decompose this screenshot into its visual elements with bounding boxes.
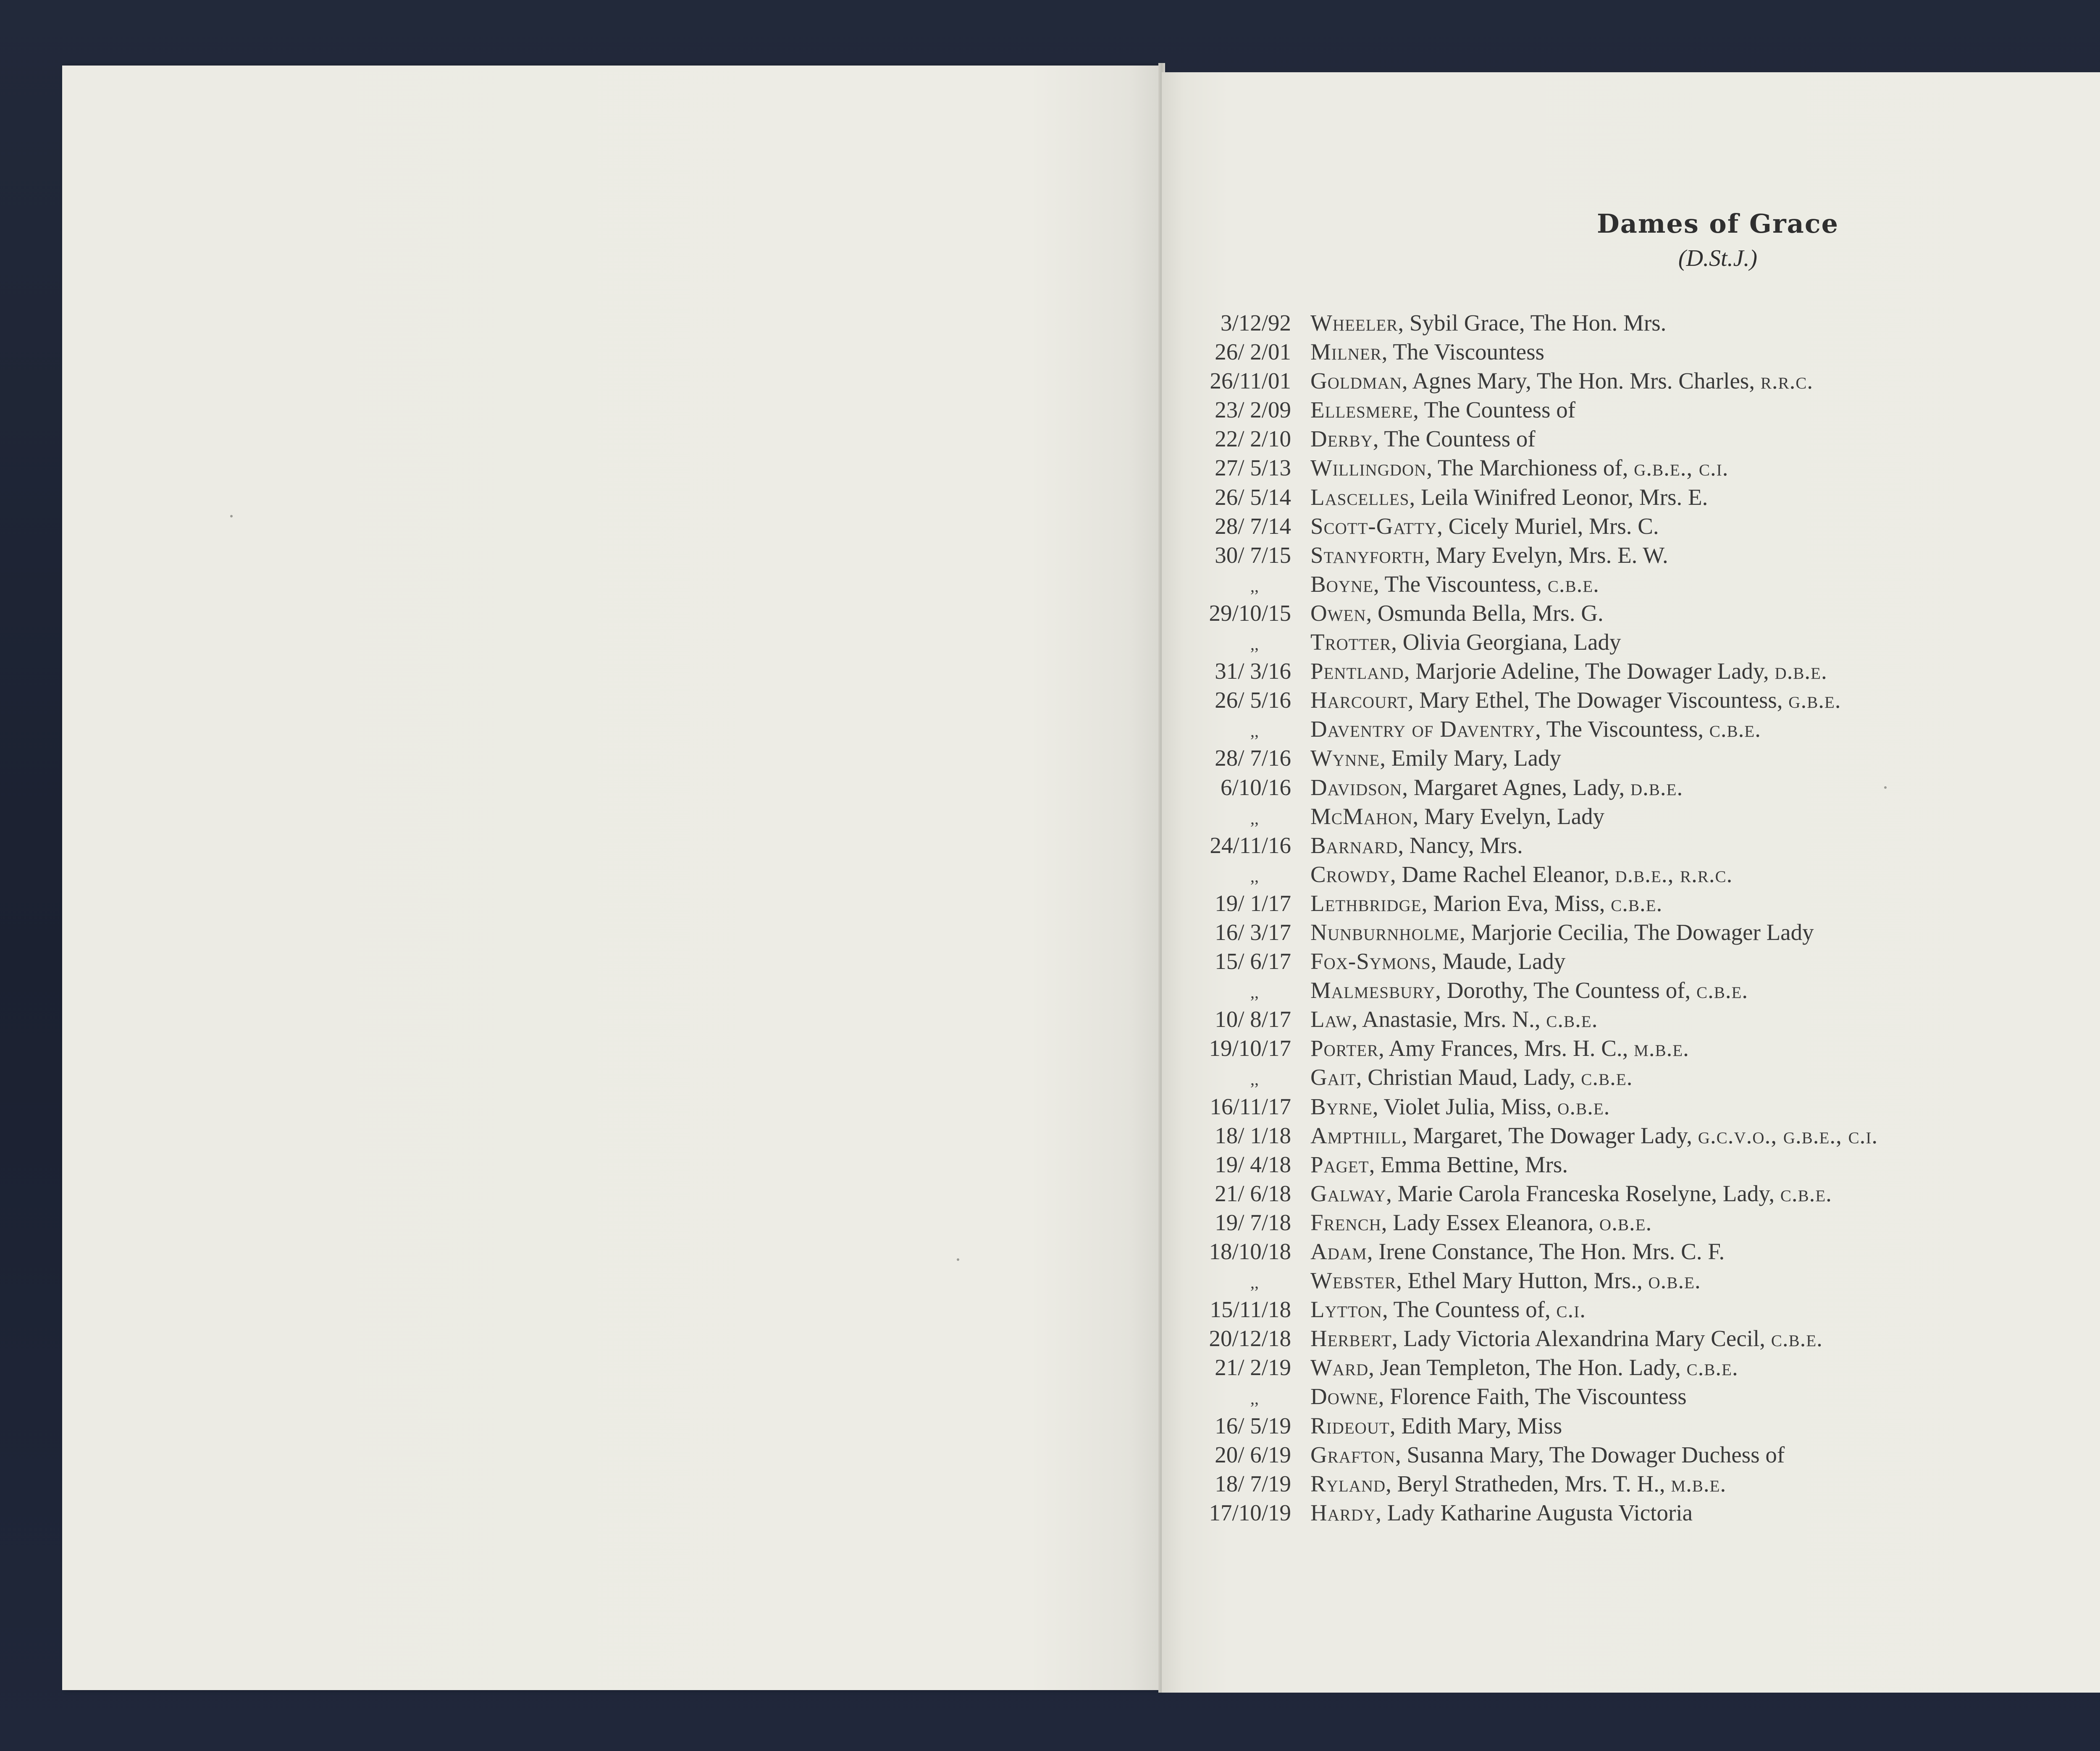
ditto-mark: ,, <box>1250 576 1259 596</box>
entry-surname: Milner <box>1310 339 1382 365</box>
entry-details: , Marjorie Adeline, The Dowager Lady, <box>1404 658 1775 684</box>
entry-honours: o.b.e. <box>1599 1209 1652 1235</box>
entry-surname: Herbert <box>1310 1326 1392 1352</box>
entry-details: , Sybil Grace, The Hon. Mrs. <box>1398 310 1667 336</box>
list-item <box>1184 831 2100 860</box>
list-item <box>1184 512 2100 541</box>
entry-date: 16/ 3/17 <box>1215 919 1291 945</box>
entry-surname: Boyne <box>1310 571 1374 597</box>
entry-details: , Margaret, The Dowager Lady, <box>1401 1122 1698 1148</box>
entry-details: , Olivia Georgiana, Lady <box>1391 629 1621 655</box>
entry-surname: Ellesmere <box>1310 397 1413 423</box>
entry-date: 24/11/16 <box>1210 832 1291 858</box>
entry-name <box>1310 512 1659 541</box>
entry-date: 17/10/19 <box>1209 1499 1291 1525</box>
entry-name <box>1310 685 1841 714</box>
entry-honours: c.b.e. <box>1581 1064 1633 1090</box>
list-item <box>1184 395 2100 424</box>
entry-surname: Adam <box>1310 1239 1367 1264</box>
paper-speck <box>230 515 233 517</box>
entry-date: 21/ 2/19 <box>1215 1355 1291 1381</box>
entry-honours: o.b.e. <box>1557 1093 1610 1119</box>
entry-surname: Davidson <box>1310 774 1402 800</box>
entry-name <box>1310 976 1748 1005</box>
entry-name <box>1310 453 1728 482</box>
section-heading <box>1277 208 2100 272</box>
entry-name <box>1310 424 1536 453</box>
entry-name <box>1310 1208 1652 1237</box>
entry-honours: c.b.e. <box>1780 1180 1832 1206</box>
entry-date: 15/11/18 <box>1210 1297 1291 1323</box>
entry-surname: McMahon <box>1310 803 1413 829</box>
entry-details: , The Countess of <box>1373 426 1536 452</box>
entry-details: , The Viscountess, <box>1535 716 1709 742</box>
entry-date: 19/10/17 <box>1209 1035 1291 1061</box>
entry-surname: Harcourt <box>1310 687 1408 713</box>
entry-date: 31/ 3/16 <box>1215 658 1291 684</box>
entry-date: 20/ 6/19 <box>1215 1441 1291 1467</box>
entry-details: , Lady Victoria Alexandrina Mary Cecil, <box>1391 1326 1771 1352</box>
entry-surname: Ryland <box>1310 1470 1386 1496</box>
entry-surname: Paget <box>1310 1151 1369 1177</box>
entry-name <box>1310 1179 1832 1208</box>
entry-surname: Crowdy <box>1310 861 1391 887</box>
list-item <box>1184 1092 2100 1121</box>
entry-surname: Lytton <box>1310 1297 1383 1323</box>
entry-name <box>1310 483 1708 512</box>
entry-details: , Marie Carola Franceska Roselyne, Lady, <box>1386 1180 1780 1206</box>
entry-details: , Leila Winifred Leonor, Mrs. E. <box>1409 484 1708 510</box>
entry-name <box>1310 1411 1562 1440</box>
entry-date: 3/12/92 <box>1220 310 1291 336</box>
entry-date: 16/ 5/19 <box>1215 1412 1291 1439</box>
entry-surname: Daventry of Daventry <box>1310 716 1536 742</box>
entry-name <box>1310 366 1813 395</box>
entry-surname: Grafton <box>1310 1441 1396 1467</box>
list-item <box>1184 656 2100 685</box>
list-item <box>1184 1353 2100 1382</box>
entry-name <box>1310 541 1668 570</box>
entry-surname: French <box>1310 1209 1381 1235</box>
entry-surname: Derby <box>1310 426 1373 452</box>
entry-date: 28/ 7/14 <box>1215 513 1291 539</box>
entry-details: , Cicely Muriel, Mrs. C. <box>1437 513 1659 539</box>
entry-honours: c.b.e. <box>1547 571 1599 597</box>
list-item <box>1184 627 2100 656</box>
entry-name <box>1310 1498 1693 1527</box>
entry-surname: Hardy <box>1310 1499 1376 1525</box>
entry-details: , Marjorie Cecilia, The Dowager Lady <box>1460 919 1814 945</box>
list-item <box>1184 743 2100 772</box>
entry-surname: Rideout <box>1310 1412 1390 1439</box>
entry-surname: Ward <box>1310 1355 1369 1381</box>
list-item <box>1184 1324 2100 1353</box>
list-item <box>1184 1005 2100 1034</box>
entry-details: , Beryl Stratheden, Mrs. T. H., <box>1386 1470 1671 1496</box>
entry-name <box>1310 627 1621 656</box>
list-item <box>1184 1440 2100 1469</box>
entry-name <box>1310 337 1544 366</box>
entry-surname: Stanyforth <box>1310 542 1425 568</box>
entry-details: , Margaret Agnes, Lady, <box>1402 774 1630 800</box>
entry-name <box>1310 1353 1738 1382</box>
entry-details: , The Countess of <box>1413 397 1576 423</box>
list-item <box>1184 308 2100 337</box>
entry-details: , The Viscountess, <box>1373 571 1548 597</box>
entry-details: , Mary Evelyn, Lady <box>1412 803 1605 829</box>
entry-surname: Gait <box>1310 1064 1356 1090</box>
ditto-mark: ,, <box>1250 983 1259 1002</box>
ditto-mark: ,, <box>1250 1389 1259 1408</box>
entry-details: , Lady Essex Eleanora, <box>1381 1209 1600 1235</box>
entry-surname: Byrne <box>1310 1093 1373 1119</box>
list-item <box>1184 1295 2100 1324</box>
entry-name <box>1310 773 1683 802</box>
entry-honours: c.b.e. <box>1709 716 1761 742</box>
ditto-mark: ,, <box>1250 1273 1259 1292</box>
list-item <box>1184 1469 2100 1498</box>
list-item <box>1184 889 2100 918</box>
entry-date: 16/11/17 <box>1210 1093 1291 1119</box>
list-item <box>1184 947 2100 976</box>
ditto-mark: ,, <box>1250 1070 1259 1089</box>
entry-details: , Emily Mary, Lady <box>1380 745 1561 771</box>
entry-name <box>1310 308 1666 337</box>
list-item <box>1184 1179 2100 1208</box>
entry-details: , Irene Constance, The Hon. Mrs. C. F. <box>1367 1239 1725 1264</box>
entry-details: , The Marchioness of, <box>1426 455 1634 481</box>
list-item <box>1184 337 2100 366</box>
list-item <box>1184 773 2100 802</box>
entry-date: 19/ 1/17 <box>1215 890 1291 916</box>
entry-details: , Amy Frances, Mrs. H. C., <box>1378 1035 1634 1061</box>
entry-date: 18/ 1/18 <box>1215 1122 1291 1148</box>
entry-date: 18/ 7/19 <box>1215 1470 1291 1496</box>
entry-honours: c.b.e. <box>1771 1326 1823 1352</box>
entry-honours: c.b.e. <box>1686 1355 1738 1381</box>
entry-details: , Violet Julia, Miss, <box>1372 1093 1558 1119</box>
entry-details: , Dame Rachel Eleanor, <box>1390 861 1615 887</box>
list-item <box>1184 918 2100 947</box>
entry-date: 30/ 7/15 <box>1215 542 1291 568</box>
list-item <box>1184 1121 2100 1150</box>
entry-date: 19/ 4/18 <box>1215 1151 1291 1177</box>
list-item <box>1184 1266 2100 1295</box>
entry-details: , Mary Evelyn, Mrs. E. W. <box>1424 542 1668 568</box>
entry-date: 21/ 6/18 <box>1215 1180 1291 1206</box>
entry-details: , Mary Ethel, The Dowager Viscountess, <box>1407 687 1789 713</box>
list-item <box>1184 1208 2100 1237</box>
entry-surname: Ampthill <box>1310 1122 1402 1148</box>
list-item <box>1184 1498 2100 1527</box>
entry-details: , Emma Bettine, Mrs. <box>1369 1151 1568 1177</box>
entry-name <box>1310 831 1523 860</box>
entry-date: 10/ 8/17 <box>1215 1006 1291 1032</box>
entry-date: 29/10/15 <box>1209 600 1291 626</box>
entry-name <box>1310 918 1814 947</box>
entry-surname: Barnard <box>1310 832 1398 858</box>
entry-details: , Christian Maud, Lady, <box>1356 1064 1581 1090</box>
section-title: Dames of Grace <box>1596 208 1839 239</box>
entry-honours: d.b.e. <box>1774 658 1827 684</box>
entry-date: 6/10/16 <box>1220 774 1291 800</box>
entry-honours: o.b.e. <box>1648 1268 1701 1294</box>
entry-honours: d.b.e. <box>1630 774 1683 800</box>
entry-details: , Osmunda Bella, Mrs. G. <box>1366 600 1604 626</box>
entry-name <box>1310 889 1662 918</box>
entry-name <box>1310 802 1604 831</box>
entry-date: 28/ 7/16 <box>1215 745 1291 771</box>
entry-surname: Scott-Gatty <box>1310 513 1437 539</box>
ditto-mark: ,, <box>1250 866 1259 886</box>
entry-details: , Edith Mary, Miss <box>1389 1412 1562 1439</box>
list-item <box>1184 599 2100 627</box>
entry-date: 19/ 7/18 <box>1215 1209 1291 1235</box>
entry-honours: c.b.e. <box>1546 1006 1598 1032</box>
entry-surname: Goldman <box>1310 368 1402 394</box>
list-item <box>1184 366 2100 395</box>
entry-date: 27/ 5/13 <box>1215 455 1291 481</box>
entry-details: , Florence Faith, The Viscountess <box>1378 1383 1687 1410</box>
entry-name <box>1310 1121 1878 1150</box>
list-item <box>1184 541 2100 570</box>
entry-honours: g.b.e., c.i. <box>1634 455 1729 481</box>
entry-surname: Owen <box>1310 600 1366 626</box>
entry-details: , Ethel Mary Hutton, Mrs., <box>1396 1268 1648 1294</box>
entry-honours: c.i. <box>1556 1297 1586 1323</box>
entry-honours: c.b.e. <box>1696 977 1748 1003</box>
entry-name <box>1310 1266 1701 1295</box>
entry-name <box>1310 947 1565 976</box>
entry-date: 20/12/18 <box>1209 1326 1291 1352</box>
entry-name <box>1310 1092 1610 1121</box>
ditto-mark: ,, <box>1250 635 1259 654</box>
entry-name <box>1310 1005 1598 1034</box>
entry-honours: d.b.e., r.r.c. <box>1615 861 1733 887</box>
entry-name <box>1310 656 1827 685</box>
entry-surname: Wynne <box>1310 745 1380 771</box>
list-item <box>1184 570 2100 599</box>
list-item <box>1184 1034 2100 1063</box>
entry-details: , Anastasie, Mrs. N., <box>1352 1006 1546 1032</box>
entry-details: , Nancy, Mrs. <box>1398 832 1523 858</box>
entry-name <box>1310 743 1561 772</box>
entry-honours: m.b.e. <box>1634 1035 1689 1061</box>
entry-surname: Lascelles <box>1310 484 1410 510</box>
entry-surname: Trotter <box>1310 629 1391 655</box>
entry-details: , Marion Eva, Miss, <box>1421 890 1611 916</box>
entry-details: , Dorothy, The Countess of, <box>1435 977 1697 1003</box>
entry-surname: Porter <box>1310 1035 1379 1061</box>
entry-details: , Maude, Lady <box>1431 948 1566 974</box>
list-item <box>1184 1237 2100 1266</box>
roll-list <box>1184 308 2100 1527</box>
entry-name <box>1310 1382 1687 1411</box>
entry-date: 26/ 5/14 <box>1215 484 1291 510</box>
entry-name <box>1310 570 1599 599</box>
ditto-mark: ,, <box>1250 809 1259 828</box>
list-item <box>1184 1150 2100 1179</box>
entry-name <box>1310 860 1732 889</box>
entry-date: 23/ 2/09 <box>1215 397 1291 423</box>
entry-name <box>1310 1324 1823 1353</box>
list-item <box>1184 483 2100 512</box>
entry-surname: Nunburnholme <box>1310 919 1460 945</box>
list-item <box>1184 802 2100 831</box>
entry-surname: Downe <box>1310 1383 1378 1410</box>
entry-name <box>1310 1034 1689 1063</box>
paper-speck <box>957 1258 959 1261</box>
entry-name <box>1310 395 1575 424</box>
entry-name <box>1310 1150 1568 1179</box>
list-item <box>1184 714 2100 743</box>
entry-surname: Malmesbury <box>1310 977 1436 1003</box>
ditto-mark: ,, <box>1250 722 1259 741</box>
entry-details: , Susanna Mary, The Dowager Duchess of <box>1395 1441 1785 1467</box>
section-subtitle: (D.St.J.) <box>1678 245 1758 271</box>
left-page-blank <box>62 66 1162 1690</box>
list-item <box>1184 424 2100 453</box>
entry-surname: Wheeler <box>1310 310 1398 336</box>
entry-surname: Fox-Symons <box>1310 948 1431 974</box>
entry-honours: r.r.c. <box>1760 368 1814 394</box>
entry-date: 22/ 2/10 <box>1215 426 1291 452</box>
entry-details: , The Viscountess <box>1381 339 1545 365</box>
entry-honours: g.b.e. <box>1788 687 1841 713</box>
entry-surname: Galway <box>1310 1180 1386 1206</box>
entry-name <box>1310 714 1761 743</box>
list-item <box>1184 1382 2100 1411</box>
entry-details: , Jean Templeton, The Hon. Lady, <box>1368 1355 1687 1381</box>
entry-name <box>1310 1440 1785 1469</box>
entry-date: 18/10/18 <box>1209 1239 1291 1264</box>
entry-date: 26/ 2/01 <box>1215 339 1291 365</box>
entry-date: 15/ 6/17 <box>1215 948 1291 974</box>
list-item <box>1184 1411 2100 1440</box>
list-item <box>1184 976 2100 1005</box>
entry-name <box>1310 1295 1586 1324</box>
entry-details: , The Countess of, <box>1382 1297 1557 1323</box>
entry-details: , Lady Katharine Augusta Victoria <box>1376 1499 1693 1525</box>
entry-details: , Agnes Mary, The Hon. Mrs. Charles, <box>1402 368 1761 394</box>
entry-date: 26/ 5/16 <box>1215 687 1291 713</box>
list-item <box>1184 860 2100 889</box>
entry-surname: Law <box>1310 1006 1352 1032</box>
entry-honours: c.b.e. <box>1611 890 1663 916</box>
entry-name <box>1310 1063 1633 1092</box>
list-item <box>1184 1063 2100 1092</box>
list-item <box>1184 453 2100 482</box>
entry-surname: Webster <box>1310 1268 1396 1294</box>
entry-surname: Lethbridge <box>1310 890 1422 916</box>
entry-honours: m.b.e. <box>1671 1470 1727 1496</box>
list-item <box>1184 685 2100 714</box>
entry-name <box>1310 1237 1725 1266</box>
entry-surname: Pentland <box>1310 658 1404 684</box>
entry-surname: Willingdon <box>1310 455 1427 481</box>
entry-date: 26/11/01 <box>1210 368 1291 394</box>
entry-name <box>1310 599 1604 627</box>
entry-honours: g.c.v.o., g.b.e., c.i. <box>1698 1122 1878 1148</box>
entry-name <box>1310 1469 1726 1498</box>
